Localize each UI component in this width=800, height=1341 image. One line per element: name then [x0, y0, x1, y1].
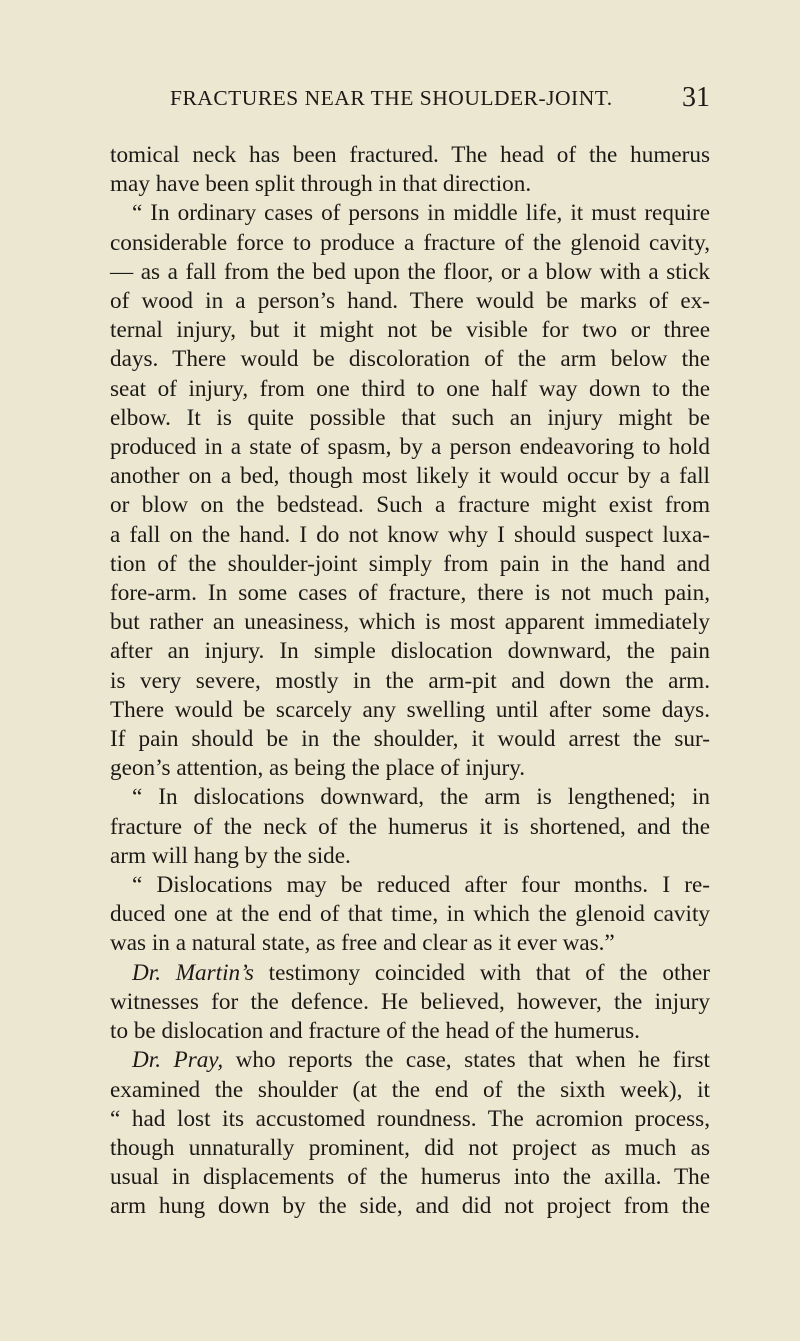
text-line — [110, 1046, 710, 1075]
text-line: seat of injury, from one third to one half way down to the — [110, 375, 710, 402]
text-line: fracture of the neck of the humerus it is shortened, and the — [110, 813, 710, 840]
running-title: FRACTURES NEAR THE SHOULDER-JOINT. — [170, 86, 613, 110]
running-head — [110, 82, 710, 126]
paragraph — [110, 783, 710, 871]
text-line: considerable force to produce a fracture of the glenoid cavity, — [110, 229, 710, 256]
text-line: arm hung down by the side, and did not project from the — [110, 1193, 710, 1220]
text-line: a fall on the hand. I do not know why I should suspect luxa- — [110, 521, 710, 548]
text-line: tomical neck has been fractured. The head of the humerus — [110, 142, 710, 168]
text-run: testimony coincided with that of the other — [253, 959, 710, 986]
text-line: ternal injury, but it might not be visible for two or three — [110, 317, 710, 344]
text-line: days. There would be discoloration of the arm below the — [110, 346, 710, 373]
paragraph — [110, 199, 710, 783]
text-line: produced in a state of spasm, by a person endeavoring to hold — [110, 434, 710, 461]
text-line: There would be scarcely any swelling until after some days. — [110, 696, 710, 723]
page-number: 31 — [682, 82, 710, 113]
text-line: “ In ordinary cases of persons in middle life, it must require — [132, 200, 710, 227]
text-line: another on a bed, though most likely it would occur by a fall — [110, 463, 710, 490]
text-line: of wood in a person’s hand. There would be marks of ex- — [110, 288, 710, 315]
text-line: elbow. It is quite possible that such an injury might be — [110, 404, 710, 431]
paragraph — [110, 959, 710, 1047]
text-line: examined the shoulder (at the end of the sixth week), it — [110, 1076, 710, 1103]
text-line: arm will hang by the side. — [110, 842, 351, 869]
text-line: — as a fall from the bed upon the floor, or a blow with a stick — [110, 258, 710, 285]
text-line: may have been split through in that direction. — [110, 171, 532, 198]
body-text — [110, 141, 710, 1222]
text-line: though unnaturally prominent, did not project as much as — [110, 1134, 710, 1161]
text-line: to be dislocation and fracture of the head of the humerus. — [110, 1018, 640, 1045]
text-line: geon’s attention, as being the place of injury. — [110, 755, 526, 782]
text-line: tion of the shoulder-joint simply from pain in the hand and — [110, 550, 710, 577]
paragraph — [110, 141, 710, 199]
text-line — [110, 959, 710, 988]
text-line: usual in displacements of the humerus into the axilla. The — [110, 1164, 710, 1191]
text-line: after an injury. In simple dislocation downward, the pain — [110, 638, 710, 665]
text-line: is very severe, mostly in the arm-pit and down the arm. — [110, 667, 710, 694]
text-line: fore-arm. In some cases of fracture, there is not much pain, — [110, 580, 710, 607]
text-line: was in a natural state, as free and clear as it ever was.” — [110, 930, 615, 957]
text-run: who reports the case, states that when he first — [223, 1047, 710, 1074]
text-line: “ had lost its accustomed roundness. The acromion process, — [110, 1105, 710, 1132]
text-line: duced one at the end of that time, in which the glenoid cavity — [110, 901, 710, 928]
speaker-name: Dr. Martin’s — [132, 959, 254, 986]
text-line: witnesses for the defence. He believed, however, the injury — [110, 988, 710, 1015]
text-line: or blow on the bedstead. Such a fracture might exist from — [110, 492, 710, 519]
paragraph — [110, 871, 710, 959]
speaker-name: Dr. Pray, — [132, 1047, 224, 1074]
paragraph — [110, 1046, 710, 1221]
text-line: “ Dislocations may be reduced after four months. I re- — [132, 872, 710, 899]
text-line: but rather an uneasiness, which is most apparent immediately — [110, 609, 710, 636]
text-line: If pain should be in the shoulder, it would arrest the sur- — [110, 726, 710, 753]
text-line: “ In dislocations downward, the arm is lengthened; in — [132, 784, 710, 811]
